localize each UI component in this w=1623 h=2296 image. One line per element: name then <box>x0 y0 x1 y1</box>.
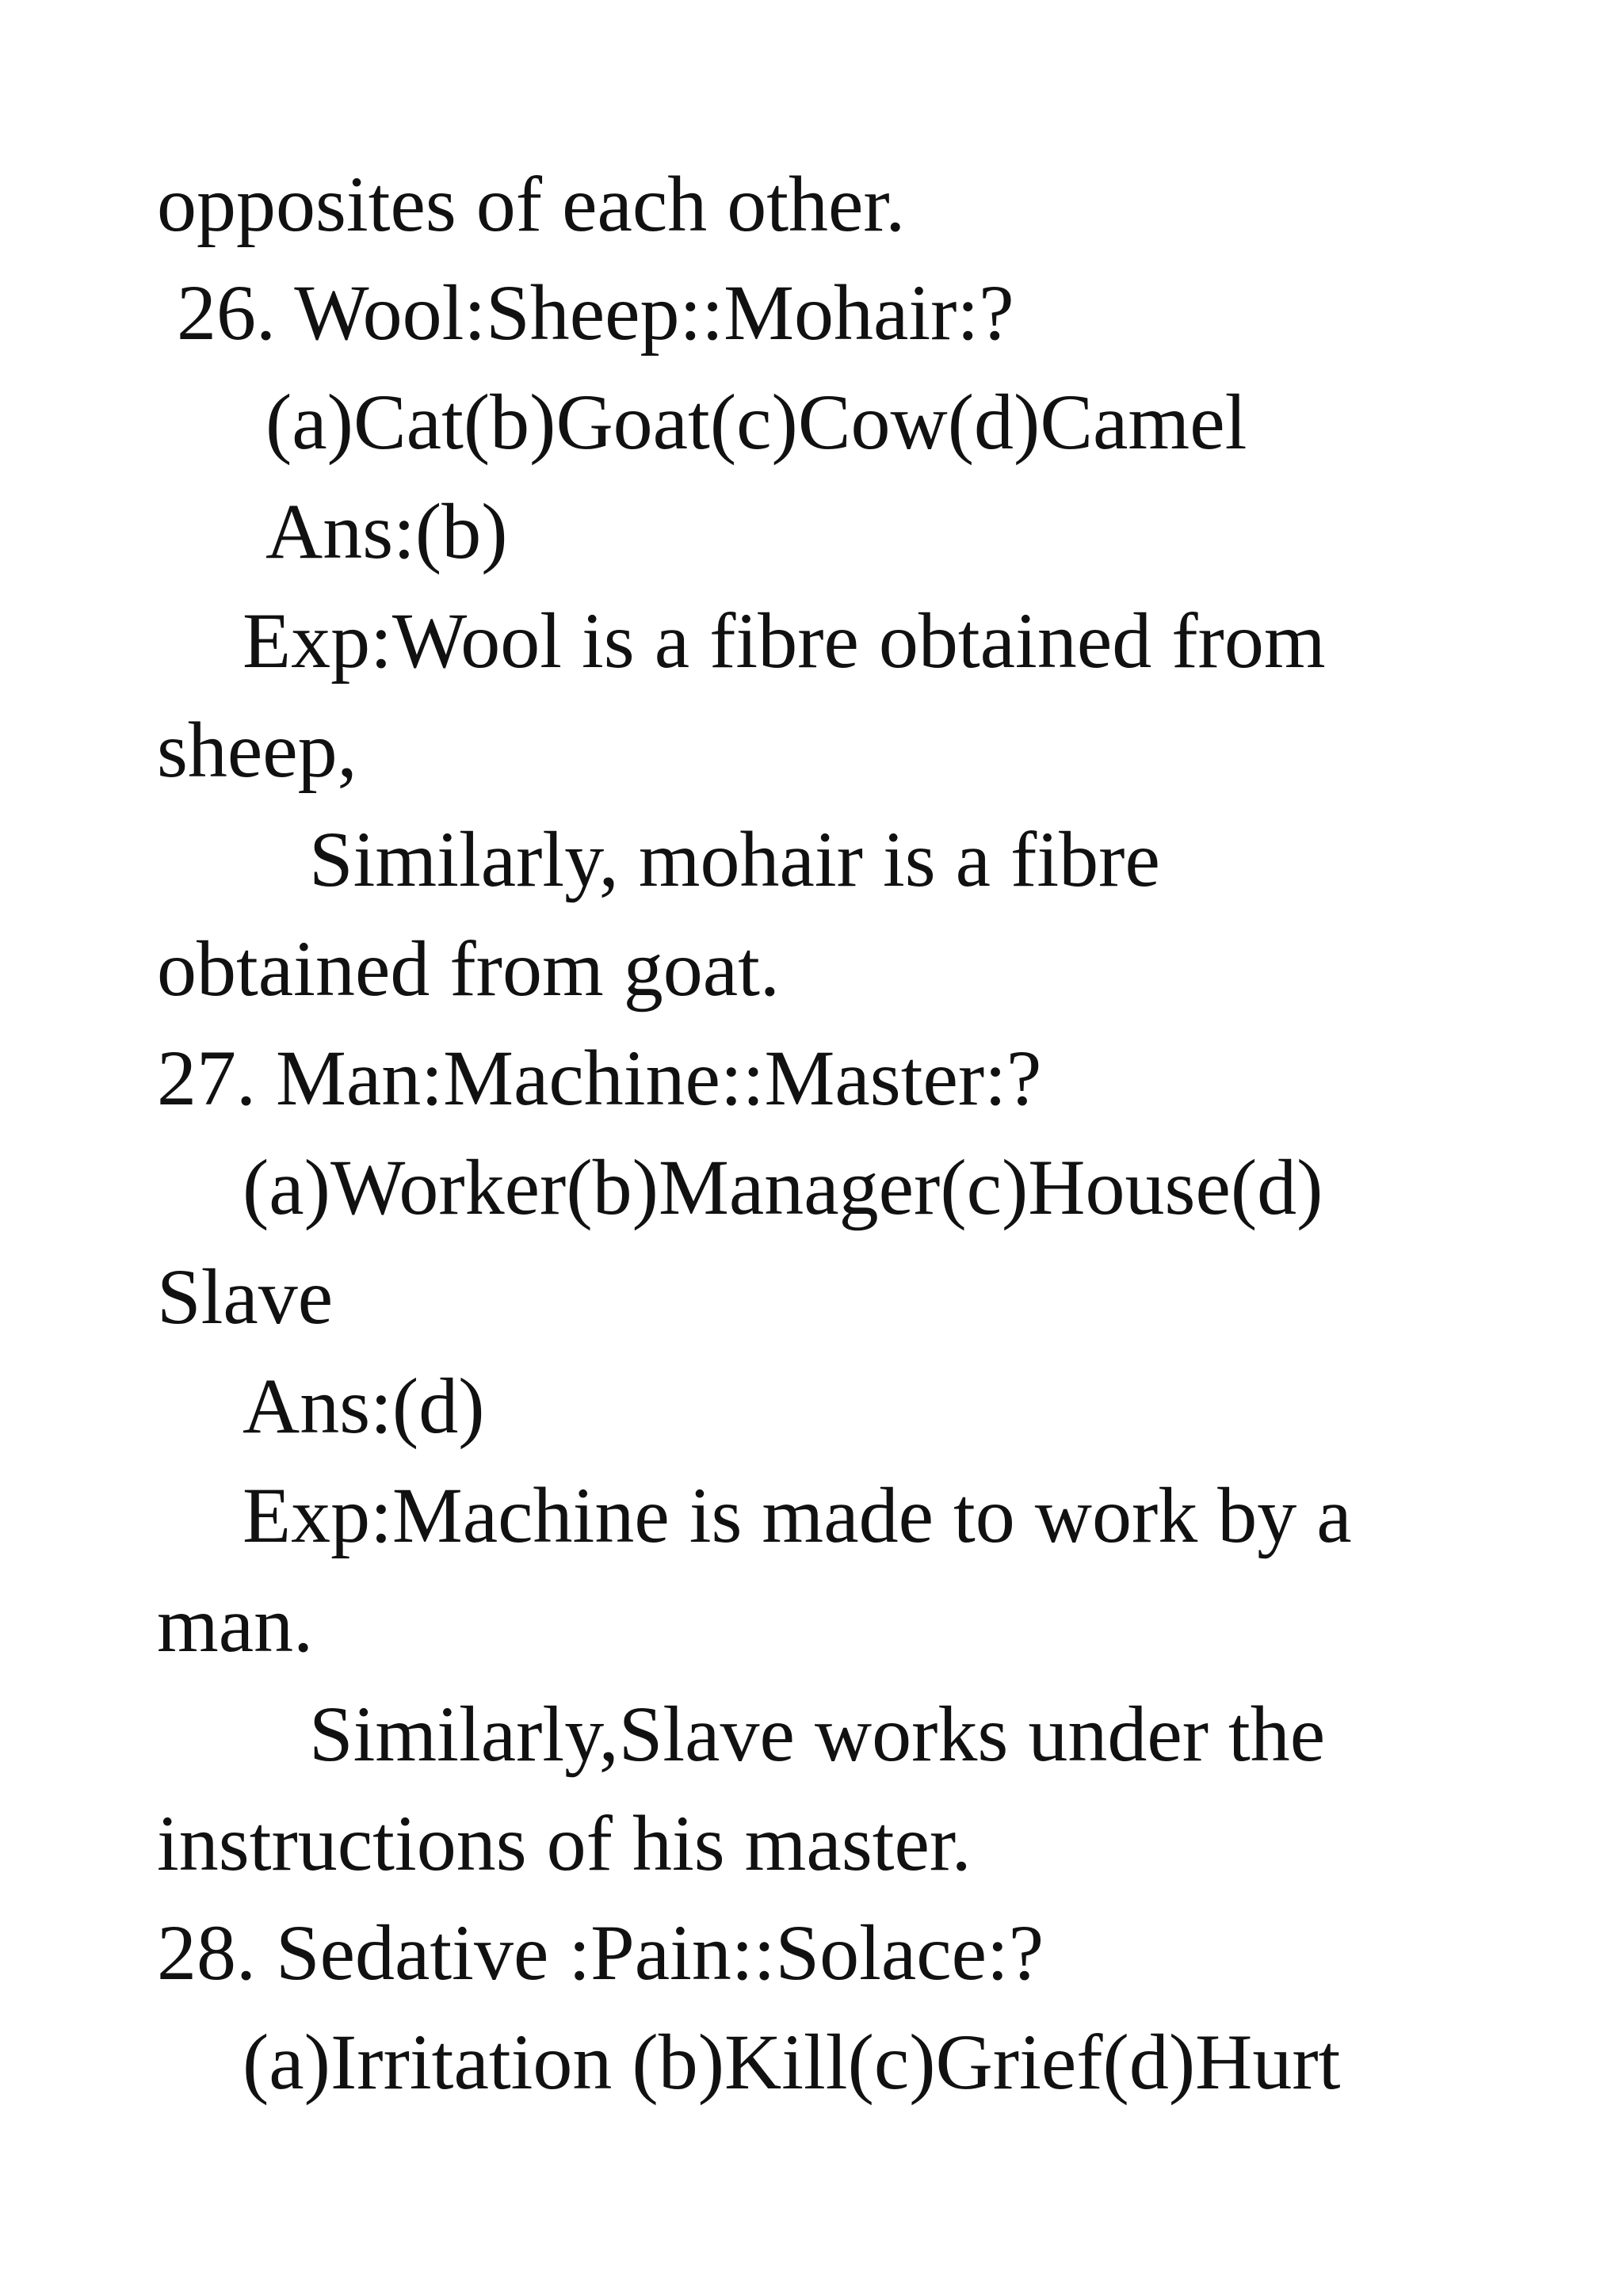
question-26-explanation: Exp:Wool is a fibre obtained from <box>242 597 1326 685</box>
question-26-explanation-cont: sheep, <box>157 706 357 794</box>
question-28: 28. Sedative :Pain::Solace:? <box>157 1909 1044 1997</box>
question-27-answer: Ans:(d) <box>242 1362 485 1450</box>
question-27-similarly: Similarly,Slave works under the <box>309 1690 1326 1778</box>
text-line-opposites: opposites of each other. <box>157 160 906 248</box>
question-27-options-cont: Slave <box>157 1253 334 1341</box>
question-26-answer: Ans:(b) <box>265 487 508 575</box>
question-26-options: (a)Cat(b)Goat(c)Cow(d)Camel <box>265 378 1247 466</box>
question-28-options: (a)Irritation (b)Kill(c)Grief(d)Hurt <box>242 2018 1341 2106</box>
question-27-explanation: Exp:Machine is made to work by a <box>242 1471 1352 1559</box>
question-27-explanation-cont: man. <box>157 1581 314 1669</box>
question-27-similarly-cont: instructions of his master. <box>157 1799 972 1887</box>
question-27: 27. Man:Machine::Master:? <box>157 1034 1042 1122</box>
question-27-options: (a)Worker(b)Manager(c)House(d) <box>242 1143 1323 1231</box>
question-26-similarly-cont: obtained from goat. <box>157 925 780 1013</box>
question-26: 26. Wool:Sheep::Mohair:? <box>157 269 1014 357</box>
question-26-similarly: Similarly, mohair is a fibre <box>309 815 1160 903</box>
